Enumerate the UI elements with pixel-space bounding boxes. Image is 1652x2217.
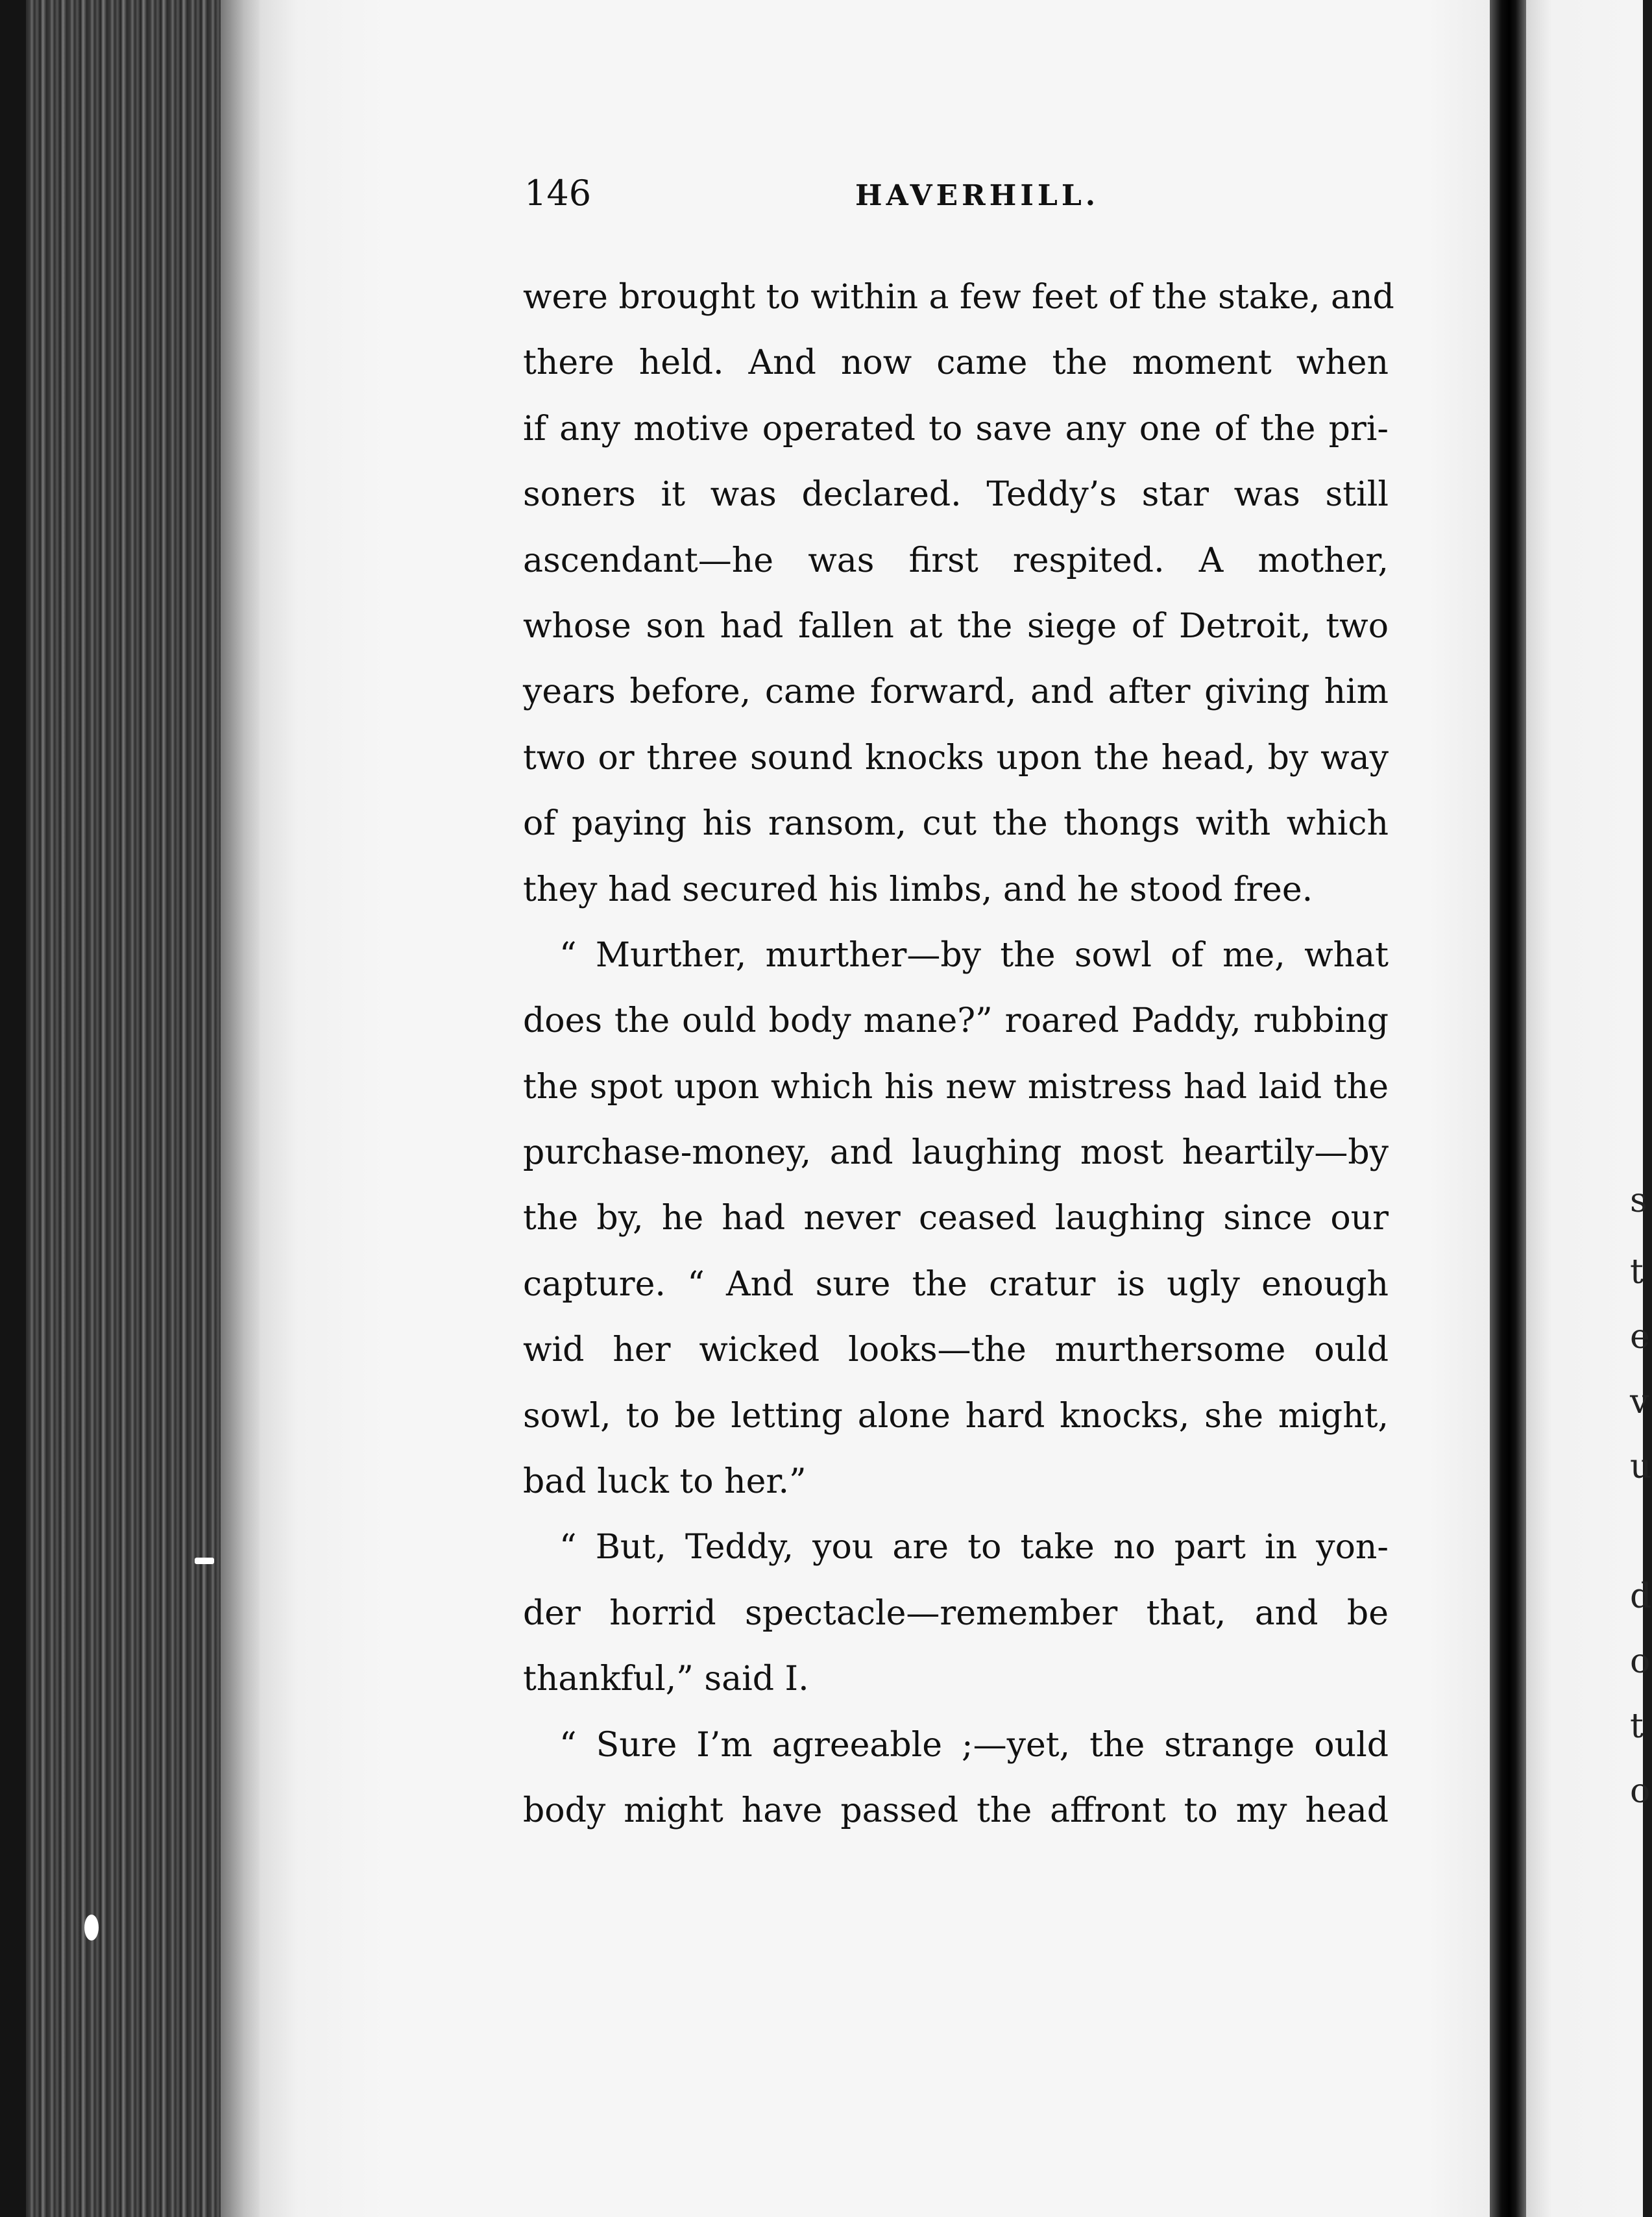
facing-page-fragment: o [1630, 1642, 1651, 1681]
facing-page-fragment: v [1630, 1382, 1649, 1421]
text-line: der horrid spectacle—remember that, and be [523, 1593, 1389, 1633]
text-line: thankful,” said I. [523, 1660, 809, 1699]
text-line: if any motive operated to save any one of the pri- [523, 409, 1389, 448]
facing-page [1526, 0, 1643, 2217]
facing-page-fragment: s [1630, 1181, 1647, 1220]
text-line: bad luck to her.” [523, 1462, 807, 1502]
text-line: “ But, Teddy, you are to take no part in yon- [559, 1528, 1389, 1567]
text-line: of paying his ransom, cut the thongs with which [523, 804, 1389, 844]
facing-page-fragment: t [1630, 1707, 1644, 1746]
text-line: “ Sure I’m agreeable ;—yet, the strange ould [559, 1725, 1389, 1765]
text-line: the spot upon which his new mistress had laid the [523, 1067, 1389, 1107]
text-line: they had secured his limbs, and he stood free. [523, 870, 1313, 909]
text-line: ascendant—he was first respited. A mother, [523, 541, 1389, 580]
book-gutter [1490, 0, 1526, 2217]
facing-page-fragment: e [1630, 1317, 1650, 1356]
page-edges [26, 0, 260, 2217]
text-line: whose son had fallen at the siege of Detroit, two [523, 606, 1389, 646]
text-line: were brought to within a few feet of the stake, and [523, 278, 1394, 317]
scan-speck [84, 1915, 99, 1941]
text-line: the by, he had never ceased laughing since our [523, 1199, 1389, 1238]
text-line: wid her wicked looks—the murthersome ould [523, 1330, 1389, 1370]
page-number: 146 [524, 173, 592, 214]
text-line: does the ould body mane?” roared Paddy, rubbing [523, 1001, 1389, 1041]
text-line: capture. “ And sure the cratur is ugly enough [523, 1264, 1389, 1304]
text-line: soners it was declared. Teddy’s star was still [523, 475, 1389, 515]
scan-speck [195, 1558, 214, 1564]
text-line: “ Murther, murther—by the sowl of me, what [559, 935, 1389, 975]
facing-page-fragment: o [1630, 1772, 1651, 1811]
page-header: HAVERHILL. [855, 179, 1100, 212]
body-text [523, 265, 1394, 1844]
running-head [524, 173, 1394, 225]
facing-page-fragment: u [1630, 1447, 1652, 1486]
text-line: body might have passed the affront to my head [523, 1791, 1389, 1830]
text-line: years before, came forward, and after giving him [523, 672, 1389, 712]
text-line: sowl, to be letting alone hard knocks, she might, [523, 1396, 1389, 1436]
text-line: two or three sound knocks upon the head, by way [523, 738, 1389, 778]
facing-page-fragment: d [1630, 1577, 1652, 1616]
text-line: purchase-money, and laughing most heartily—by [523, 1133, 1389, 1173]
facing-page-fragment: t [1630, 1253, 1644, 1292]
text-line: there held. And now came the moment when [523, 343, 1389, 383]
